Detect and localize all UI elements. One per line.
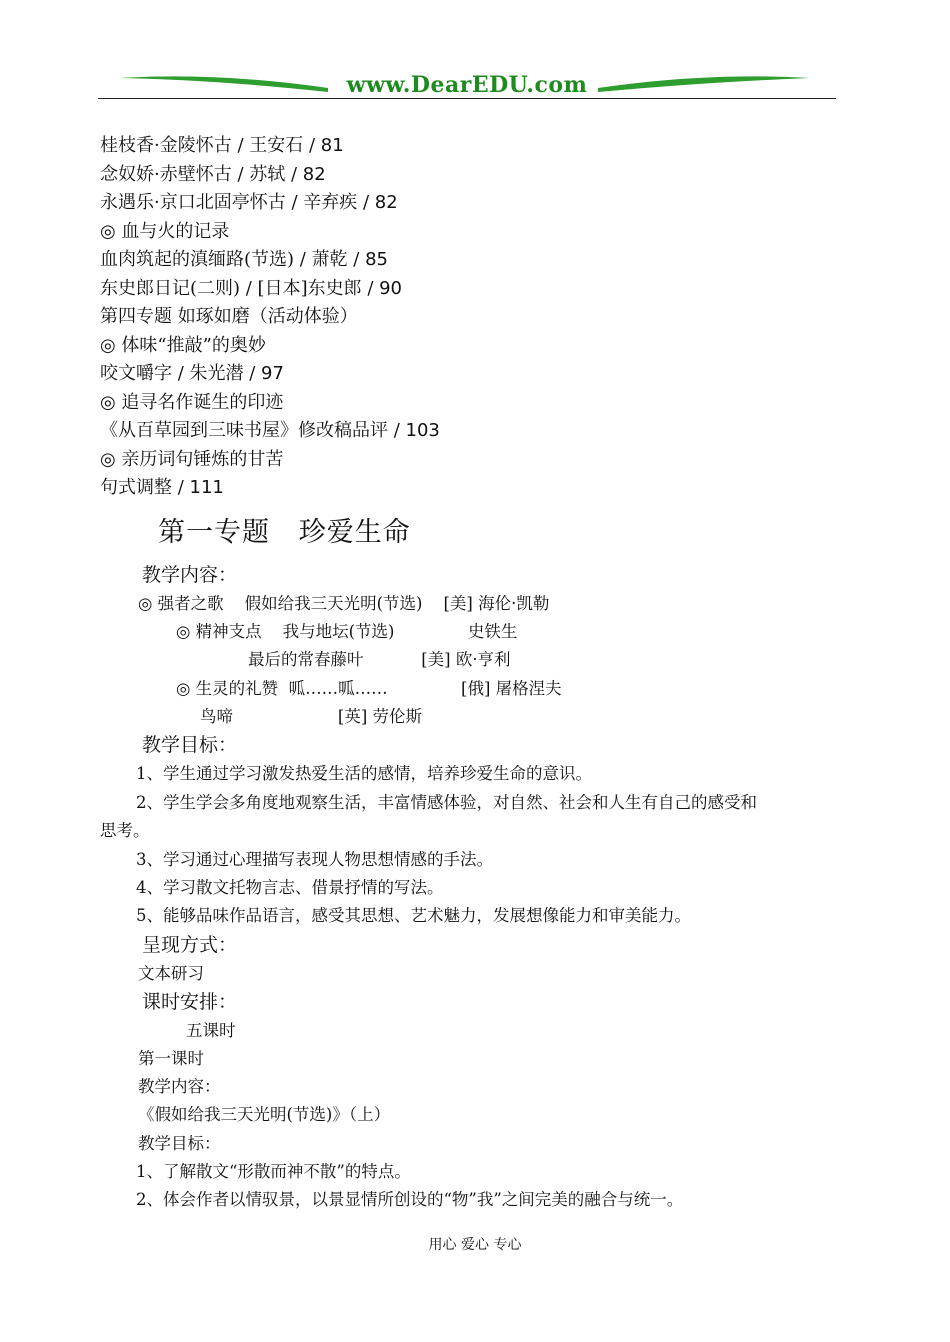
toc-item: 第四专题 如琢如磨（活动体验）	[100, 306, 358, 327]
goals-heading: 教学目标：	[142, 734, 238, 756]
toc-item: ◎ 体味“推敲”的奥妙	[100, 334, 266, 356]
toc-item: 东史郎日记(二则) / [日本]东史郎 / 90	[100, 277, 403, 299]
lesson-content-heading: 教学内容：	[138, 1077, 221, 1096]
lesson-title: 第一课时	[138, 1049, 204, 1068]
lesson-goal-item: 1、了解散文“形散而神不散”的特点。	[136, 1162, 411, 1181]
lesson-goals-heading: 教学目标：	[138, 1134, 221, 1153]
method-heading: 呈现方式：	[142, 934, 238, 956]
lesson-goal-item: 2、体会作者以情驭景，以景显情所创设的“物”我”之间完美的融合与统一。	[136, 1190, 684, 1209]
content-heading: 教学内容：	[142, 564, 238, 586]
toc-item: 句式调整 / 111	[100, 477, 224, 498]
toc-item: ◎ 追寻名作诞生的印迹	[100, 391, 284, 413]
goal-item: 5、能够品味作品语言，感受其思想、艺术魅力，发展想像能力和审美能力。	[136, 906, 691, 925]
goal-item: 思考。	[100, 821, 150, 840]
toc-item: ◎ 亲历词句锤炼的甘苦	[100, 448, 284, 470]
toc-item: 血肉筑起的滇缅路(节选) / 萧乾 / 85	[100, 249, 388, 270]
content-line: ◎ 精神支点 我与地坛(节选) 史铁生	[176, 622, 518, 641]
content-line: ◎ 生灵的礼赞 呱……呱…… [俄] 屠格涅夫	[176, 679, 562, 698]
goal-item: 1、学生通过学习激发热爱生活的感情，培养珍爱生命的意识。	[136, 764, 592, 783]
goal-item: 4、学习散文托物言志、借景抒情的写法。	[136, 878, 444, 897]
page-footer: 用心 爱心 专心	[428, 1237, 522, 1253]
content-line: 最后的常春藤叶 [美] 欧·亨利	[248, 650, 511, 669]
method-text: 文本研习	[138, 964, 204, 983]
lesson-content: 《假如给我三天光明(节选)》（上）	[138, 1105, 391, 1124]
header-divider	[98, 98, 836, 99]
toc-list	[100, 132, 440, 503]
toc-item: 桂枝香·金陵怀古 / 王安石 / 81	[100, 135, 344, 156]
toc-item: 咬文嚼字 / 朱光潜 / 97	[100, 363, 284, 384]
toc-item: 永遇乐·京口北固亭怀古 / 辛弃疾 / 82	[100, 192, 398, 213]
section-title: 第一专题 珍爱生命	[158, 517, 411, 548]
goal-item: 2、学生学会多角度地观察生活，丰富情感体验，对自然、社会和人生有自己的感受和	[136, 793, 757, 812]
logo-text: www.DearEDU.com	[346, 72, 588, 98]
content-line: ◎ 强者之歌 假如给我三天光明(节选) [美] 海伦·凯勒	[138, 594, 550, 613]
toc-item: 《从百草园到三味书屋》修改稿品评 / 103	[100, 420, 440, 441]
site-header	[98, 66, 836, 102]
schedule-heading: 课时安排：	[142, 991, 238, 1013]
toc-item: 念奴娇·赤壁怀古 / 苏轼 / 82	[100, 163, 326, 185]
content-line: 鸟啼 [英] 劳伦斯	[200, 707, 423, 726]
goal-item: 3、学习通过心理描写表现人物思想情感的手法。	[136, 850, 493, 869]
schedule-text: 五课时	[186, 1021, 236, 1040]
toc-item: ◎ 血与火的记录	[100, 220, 230, 242]
